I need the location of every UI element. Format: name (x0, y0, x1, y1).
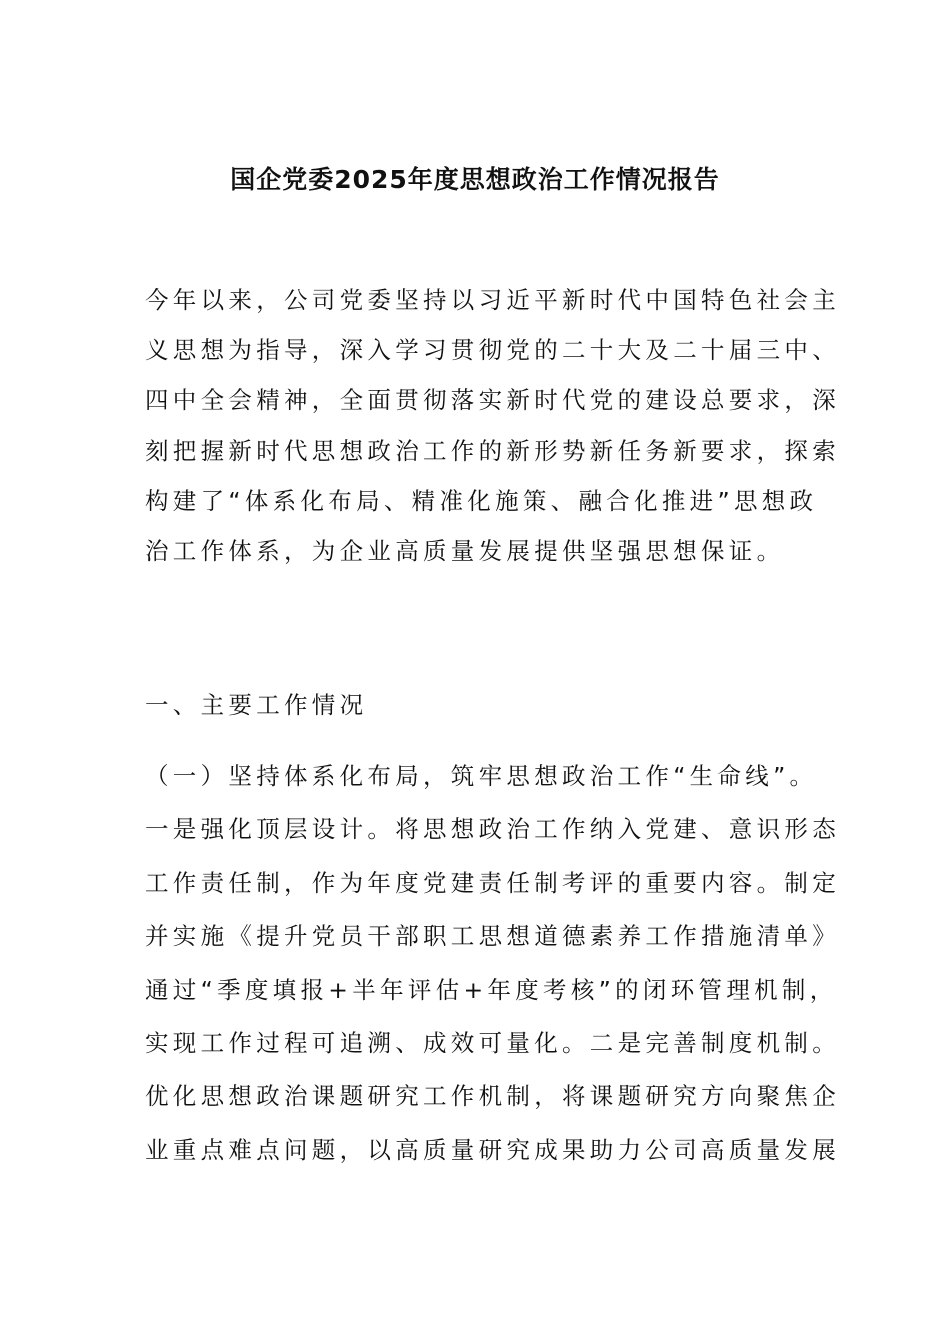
text-line: 一是强化顶层设计。将思想政治工作纳入党建、意识形态 (145, 815, 840, 844)
document-title: 国企党委2025年度思想政治工作情况报告 (230, 165, 720, 194)
text-line: 今年以来，公司党委坚持以习近平新时代中国特色社会主 (145, 286, 840, 314)
text-line: （一）坚持体系化布局，筑牢思想政治工作“生命线”。 (145, 762, 818, 790)
text-line: 优化思想政治课题研究工作机制，将课题研究方向聚焦企 (145, 1082, 840, 1111)
text-line: 治工作体系，为企业高质量发展提供坚强思想保证。 (145, 536, 785, 565)
text-line: 通过“季度填报+半年评估+年度考核”的闭环管理机制， (145, 975, 838, 1004)
intro-paragraph (145, 275, 840, 576)
text-line: 实现工作过程可追溯、成效可量化。二是完善制度机制。 (145, 1028, 840, 1057)
section1-paragraph (145, 750, 840, 1177)
text-line: 并实施《提升党员干部职工思想道德素养工作措施清单》 (145, 922, 840, 951)
text-line: 刻把握新时代思想政治工作的新形势新任务新要求，探索 (145, 436, 840, 465)
text-line: 业重点难点问题，以高质量研究成果助力公司高质量发展 (145, 1135, 840, 1164)
text-line: 构建了“体系化布局、精准化施策、融合化推进”思想政 (145, 486, 818, 515)
text-line: 义思想为指导，深入学习贯彻党的二十大及二十届三中、 (145, 336, 840, 365)
section-heading: 一、主要工作情况 (145, 691, 368, 719)
text-line: 四中全会精神，全面贯彻落实新时代党的建设总要求，深 (145, 386, 840, 415)
text-line: 工作责任制，作为年度党建责任制考评的重要内容。制定 (145, 868, 840, 897)
